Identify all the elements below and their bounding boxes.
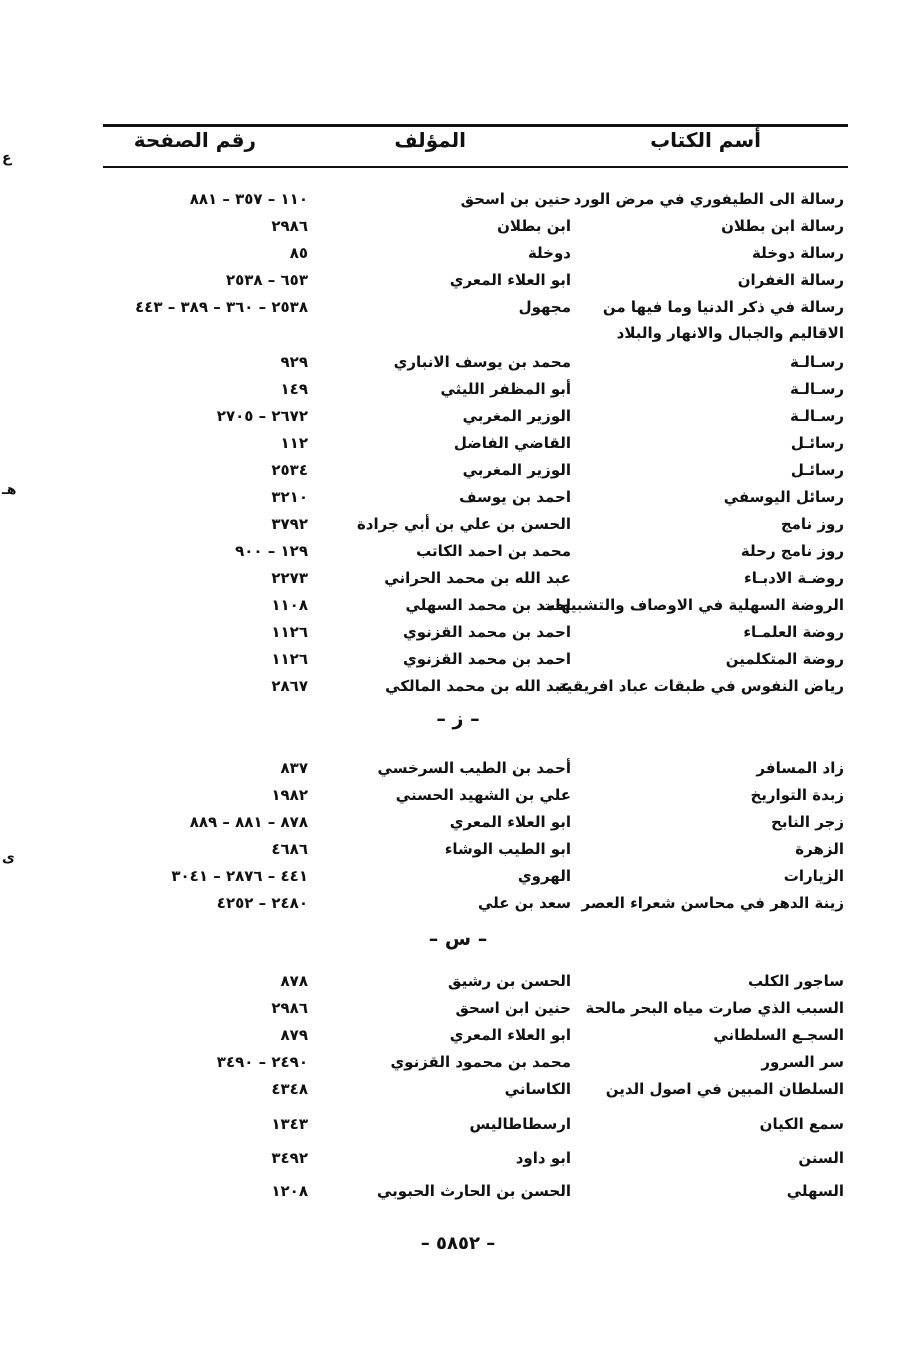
page-refs: ٦٥٣ – ٢٥٣٨ [225,271,308,289]
book-title: رسـالـة [789,407,844,425]
author-name: ابو داود [515,1149,571,1167]
table-row [0,968,916,994]
book-title: السهلي [786,1182,844,1200]
table-row [0,755,916,781]
page-refs: ٢٥٣٨ – ٣٦٠ – ٣٨٩ – ٤٤٣ [135,298,308,316]
table-row [0,1178,916,1204]
table-row [0,376,916,402]
page-refs: ٢٩٨٦ [271,999,308,1017]
book-title: روضـة الادبـاء [744,569,844,587]
book-title: رسائـل [790,434,844,452]
book-title: روضة العلمـاء [743,623,844,641]
margin-mark: ى [2,850,15,866]
book-title: روز نامج رحلة [740,542,844,560]
author-name: حنين بن اسحق [460,190,571,208]
page-refs: ١٢٠٨ [271,1182,308,1200]
table-row [0,592,916,618]
table-row [0,565,916,591]
book-title: زينة الدهر في محاسن شعراء العصر [581,894,844,912]
table-row [0,1111,916,1137]
page-refs: ١١٠ – ٣٥٧ – ٨٨١ [189,190,308,208]
table-row [0,538,916,564]
page-refs: ٤٦٨٦ [271,840,308,858]
page-refs: ١١٢ [280,434,308,452]
page-refs: ٢٤٩٠ – ٣٤٩٠ [216,1053,308,1071]
table-row [0,619,916,645]
page-refs: ٣٢١٠ [271,488,308,506]
page-refs: ٣٧٩٢ [271,515,308,533]
table-row [0,1076,916,1102]
margin-mark: هـ [2,482,17,498]
book-title: روز نامج [780,515,844,533]
book-title: زجر النابح [771,813,844,831]
page-refs: ٢٩٨٦ [271,217,308,235]
table-row [0,673,916,699]
author-name: ابو العلاء المعري [449,271,571,289]
book-title: رسالة الغفران [737,271,844,289]
table-row [0,890,916,916]
book-title: السجـع السلطاني [713,1026,844,1044]
author-name: أحمد بن الطيب السرخسي [377,759,571,777]
author-name: الحسن بن علي بن أبي جرادة [356,515,571,533]
margin-mark: ع [2,150,12,166]
book-title: رسـالـة [789,353,844,371]
book-title: رسالة في ذكر الدنيا وما فيها من [602,298,844,316]
page-refs: ٨٣٧ [280,759,308,777]
page-number: – ٥٨٥٢ – [420,1233,496,1254]
section-heading-sin: – س – [428,928,488,950]
table-row [0,403,916,429]
page-refs: ٨٥ [289,244,308,262]
page-refs: ٢٥٣٤ [271,461,308,479]
author-name: ابن بطلان [497,217,571,235]
page-refs: ٣٤٩٢ [271,1149,308,1167]
table-row [0,213,916,239]
table-row [0,863,916,889]
page-refs: ١١٠٨ [271,596,308,614]
table-row [0,267,916,293]
page-refs: ١١٢٦ [271,650,308,668]
book-title: الاقاليم والجبال والانهار والبلاد [616,324,844,342]
page-refs: ٢٤٨٠ – ٤٢٥٢ [216,894,308,912]
author-name: عبد الله بن محمد الحراني [384,569,571,587]
book-title: رسالة الى الطيفوري في مرض الورد [573,190,844,208]
book-title: ساجور الكلب [748,972,844,990]
author-name: دوخلة [527,244,571,262]
section-heading-zay: – ز – [436,708,480,730]
author-name: احمد بن محمد القزنوي [403,650,571,668]
book-title: سمع الكيان [759,1115,844,1133]
page-refs: ١٣٤٣ [271,1115,308,1133]
author-name: ارسطاطاليس [469,1115,571,1133]
table-row [0,186,916,212]
author-name: الهروي [517,867,571,885]
author-name: الكاساني [504,1080,571,1098]
table-row [0,995,916,1021]
author-name: الحسن بن رشيق [448,972,571,990]
book-title: رسـالـة [789,380,844,398]
table-row [0,349,916,375]
column-header-book: أسم الكتاب [650,128,761,152]
author-name: محمد بن محمود القزنوي [390,1053,571,1071]
page-refs: ٢٦٧٢ – ٢٧٠٥ [216,407,308,425]
table-row [0,836,916,862]
book-title: السبب الذي صارت مياه البحر مالحة [585,999,844,1017]
table-row [0,320,916,346]
author-name: الوزير المغربي [462,407,571,425]
book-title: رسالة ابن بطلان [721,217,844,235]
table-row [0,1145,916,1171]
author-name: أبو المظفر الليثي [440,380,571,398]
author-name: حنين ابن اسحق [455,999,571,1017]
table-row [0,646,916,672]
page-refs: ٩٢٩ [280,353,308,371]
author-name: احمد بن محمد القزنوي [403,623,571,641]
author-name: عبد الله بن محمد المالكي [385,677,571,695]
table-row [0,430,916,456]
table-row [0,511,916,537]
book-title: رسائـل [790,461,844,479]
book-title: الروضة السهلية في الاوصاف والتشبيهات [540,596,844,614]
author-name: احمد بن يوسف [459,488,571,506]
table-row [0,782,916,808]
book-title: سر السرور [761,1053,844,1071]
author-name: سعد بن علي [477,894,571,912]
author-name: ابو الطيب الوشاء [444,840,571,858]
page-refs: ١٤٩ [280,380,308,398]
book-title: روضة المتكلمين [725,650,844,668]
page-refs: ٤٤١ – ٢٨٧٦ – ٣٠٤١ [171,867,308,885]
author-name: مجهول [518,298,571,316]
column-header-author: المؤلف [394,128,466,152]
author-name: الحسن بن الحارث الحبوبي [377,1182,571,1200]
table-row [0,484,916,510]
page-refs: ١١٢٦ [271,623,308,641]
page-refs: ٢٢٧٣ [271,569,308,587]
page-refs: ٨٧٨ – ٨٨١ – ٨٨٩ [189,813,308,831]
author-name: ابو العلاء المعري [449,813,571,831]
book-title: رياض النفوس في طبقات عباد افريقية [557,677,844,695]
author-name: ابو العلاء المعري [449,1026,571,1044]
book-title: زبدة التواريخ [750,786,844,804]
table-row [0,809,916,835]
author-name: الوزير المغربي [462,461,571,479]
page-refs: ٨٧٩ [280,1026,308,1044]
author-name: محمد بن يوسف الانباري [393,353,571,371]
table-row [0,457,916,483]
author-name: علي بن الشهيد الحسني [395,786,571,804]
table-row [0,1049,916,1075]
author-name: القاضي الفاضل [453,434,571,452]
book-title: السنن [798,1149,844,1167]
book-title: رسائل اليوسفي [723,488,844,506]
column-header-page: رقم الصفحة [133,128,256,152]
book-title: رسالة دوخلة [751,244,844,262]
table-row [0,1022,916,1048]
author-name: محمد بن احمد الكاتب [416,542,571,560]
author-name: احمد بن محمد السهلي [405,596,571,614]
page-refs: ٨٧٨ [280,972,308,990]
table-row [0,240,916,266]
book-title: زاد المسافر [756,759,844,777]
book-title: الزيارات [783,867,844,885]
book-title: الزهرة [795,840,844,858]
page-refs: ٢٨٦٧ [271,677,308,695]
page-refs: ١٩٨٢ [271,786,308,804]
page-refs: ١٢٩ – ٩٠٠ [235,542,308,560]
page-refs: ٤٣٤٨ [271,1080,308,1098]
table-row [0,294,916,320]
book-title: السلطان المبين في اصول الدين [605,1080,844,1098]
